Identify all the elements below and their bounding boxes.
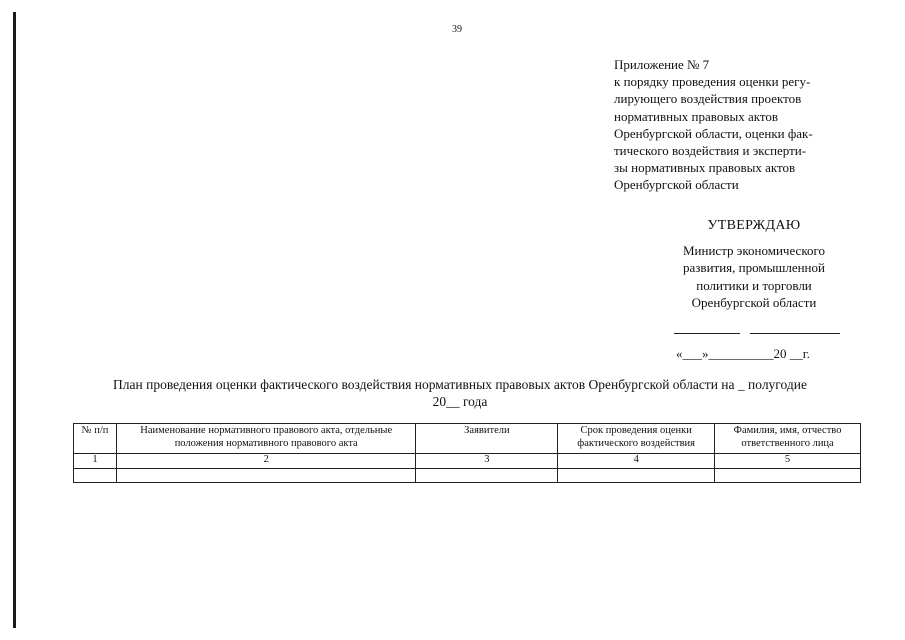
name-line [750, 333, 840, 334]
table-cell [558, 469, 715, 483]
page-number: 39 [452, 24, 462, 35]
table-header-cell: Наименование нормативного правового акта, отдельные положения нормативного правового акта [116, 424, 416, 454]
appendix-block [614, 56, 874, 194]
table-cell [715, 469, 861, 483]
table-row [74, 469, 861, 483]
appendix-line: нормативных правовых актов [614, 108, 779, 124]
approval-date-line: «___»__________20 __г. [676, 346, 810, 361]
table-header-cell: Срок проведения оценки фактического воздействия [558, 424, 715, 454]
table-column-number: 1 [74, 454, 117, 469]
plan-title-line: 20__ года [432, 394, 488, 409]
appendix-line: Оренбургской области, оценки фак- [614, 125, 813, 141]
appendix-line: к порядку проведения оценки регу- [614, 74, 811, 90]
table-number-row [74, 454, 861, 469]
appendix-line: Оренбургской области [614, 177, 739, 193]
table-header-cell: Фамилия, имя, отчество ответственного лица [715, 424, 861, 454]
table-column-number: 5 [715, 454, 861, 469]
approval-line: развития, промышленной [683, 260, 825, 276]
appendix-line: Приложение № 7 [614, 57, 710, 72]
table-cell [74, 469, 117, 483]
approval-block [650, 218, 858, 312]
signature-line [674, 333, 740, 334]
table-cell [116, 469, 416, 483]
signature-lines [674, 316, 842, 334]
plan-table [73, 423, 861, 483]
table-column-number: 4 [558, 454, 715, 469]
appendix-line: тического воздействия и эксперти- [614, 143, 807, 159]
table-cell [416, 469, 558, 483]
scan-edge-line [13, 12, 16, 628]
table-column-number: 2 [116, 454, 416, 469]
approval-line: Оренбургской области [691, 295, 817, 311]
appendix-line: лирующего воздействия проектов [614, 91, 802, 107]
plan-title [60, 376, 860, 410]
table-header-cell: № п/п [74, 424, 117, 454]
approval-line: Министр экономического [683, 243, 825, 258]
table-header-cell: Заявители [416, 424, 558, 454]
table-column-number: 3 [416, 454, 558, 469]
appendix-line: зы нормативных правовых актов [614, 160, 796, 176]
approval-signer [650, 242, 858, 312]
approval-title: УТВЕРЖДАЮ [707, 218, 801, 233]
table-header-row [74, 424, 861, 454]
approval-line: политики и торговли [696, 277, 812, 293]
plan-title-line: План проведения оценки фактического воздействия нормативных правовых актов Оренбургской области на _ полугодие [113, 377, 807, 392]
